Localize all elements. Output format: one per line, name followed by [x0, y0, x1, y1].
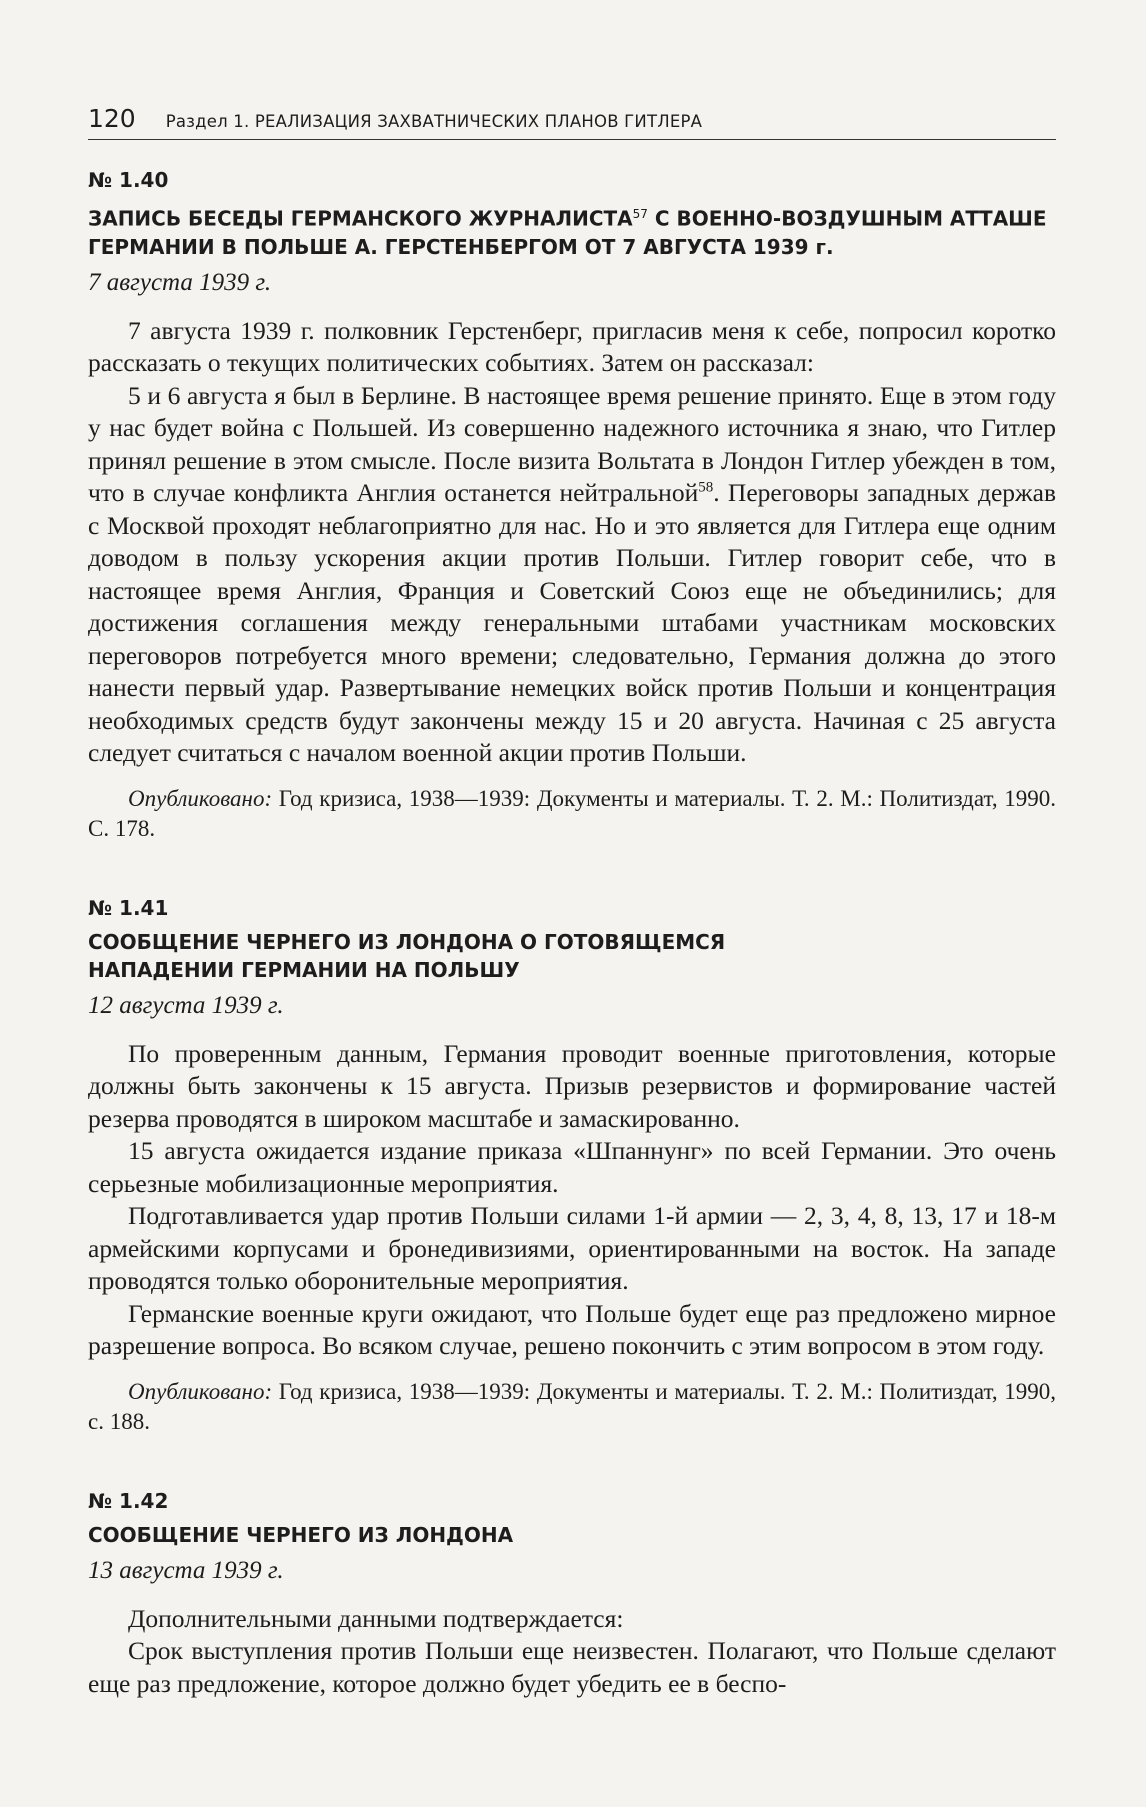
footnote-ref-58: 58 [698, 479, 714, 496]
paragraph: Срок выступления против Польши еще неизвестен. Полагают, что Польше сделают еще раз предложение, которое должно будет убедить ее в беспо- [88, 1636, 1056, 1698]
section-title: Раздел 1. РЕАЛИЗАЦИЯ ЗАХВАТНИЧЕСКИХ ПЛАНОВ ГИТЛЕРА [165, 112, 703, 131]
paragraph: 15 августа ожидается издание приказа «Шпаннунг» по всей Германии. Это очень серьезные мобилизационные мероприятия. [88, 1136, 1056, 1198]
paragraph: Подготавливается удар против Польши силами 1-й армии — 2, 3, 4, 8, 13, 17 и 18-м армейскими корпусами и бронедивизиями, ориентированными на восток. На западе проводятся только оборонительные мероприятия. [88, 1201, 1056, 1296]
publication-note: Опубликовано: Год кризиса, 1938—1939: Документы и материалы. Т. 2. М.: Политиздат, 1990. С. 178. [88, 785, 1056, 841]
book-page [88, 104, 1056, 1700]
paragraph: 7 августа 1939 г. полковник Герстенберг, пригласив меня к себе, попросил коротко рассказать о текущих политических событиях. Затем он рассказал: [88, 315, 1056, 378]
document-number: № 1.42 [88, 1488, 169, 1513]
document-1-40 [88, 168, 1056, 844]
page-number: 120 [88, 104, 136, 133]
document-date: 7 августа 1939 г. [88, 268, 272, 296]
document-number: № 1.40 [88, 168, 169, 192]
document-date: 12 августа 1939 г. [88, 991, 284, 1019]
document-title: ЗАПИСЬ БЕСЕДЫ ГЕРМАНСКОГО ЖУРНАЛИСТА$^{57}$ С ВОЕННО-ВОЗДУШНЫМ АТТАШЕ ГЕРМАНИИ В ПОЛЬШЕ А. ГЕРСТЕНБЕРГОМ ОТ 7 АВГУСТА 1939 г. [88, 206, 1047, 259]
document-1-41 [88, 896, 1056, 1437]
running-header [88, 104, 1056, 140]
publication-note: Опубликовано: Год кризиса, 1938—1939: Документы и материалы. Т. 2. М.: Политиздат, 1990, с. 188. [88, 1378, 1056, 1434]
document-title: СООБЩЕНИЕ ЧЕРНЕГО ИЗ ЛОНДОНА О ГОТОВЯЩЕМСЯ НАПАДЕНИИ ГЕРМАНИИ НА ПОЛЬШУ [88, 929, 726, 982]
paragraph: По проверенным данным, Германия проводит военные приготовления, которые должны быть закончены к 15 августа. Призыв резервистов и формирование частей резерва проводятся в широком масштабе и замаскированно. [88, 1038, 1056, 1133]
document-1-42 [88, 1489, 1056, 1701]
paragraph: 5 и 6 августа я был в Берлине. В настоящее время решение принято. Еще в этом году у нас будет война с Польшей. Из совершенно надежного источника я знаю, что Гитлер принял решение в этом смысле. После визита Вольтата в Лондон Гитлер убежден в том, что в случае конфликта Англия останется нейтральной$^{58}$. Переговоры западных держав с Москвой проходят неблагоприятно для нас. Но и это является для Гитлера еще одним доводом в пользу ускорения акции против Польши. Гитлер говорит себе, что в настоящее время Англия, Франция и Советский Союз еще не объединились; для достижения соглашения между генеральными штабами участникам московских переговоров потребуется много времени; следовательно, Германия должна до этого нанести первый удар. Развертывание немецких войск против Польши и концентрация необходимых средств будут закончены между 15 и 20 августа. Начиная с 25 августа следует считаться с началом военной акции против Польши. [88, 380, 1056, 768]
paragraph: Дополнительными данными подтверждается: [128, 1603, 624, 1633]
paragraph: Германские военные круги ожидают, что Польше будет еще раз предложено мирное разрешение вопроса. Во всяком случае, решено покончить с этим вопросом в этом году. [88, 1298, 1056, 1361]
document-number: № 1.41 [88, 895, 169, 920]
document-title: СООБЩЕНИЕ ЧЕРНЕГО ИЗ ЛОНДОНА [88, 1522, 514, 1547]
footnote-ref-57: 57 [632, 207, 648, 221]
document-date: 13 августа 1939 г. [88, 1556, 284, 1584]
